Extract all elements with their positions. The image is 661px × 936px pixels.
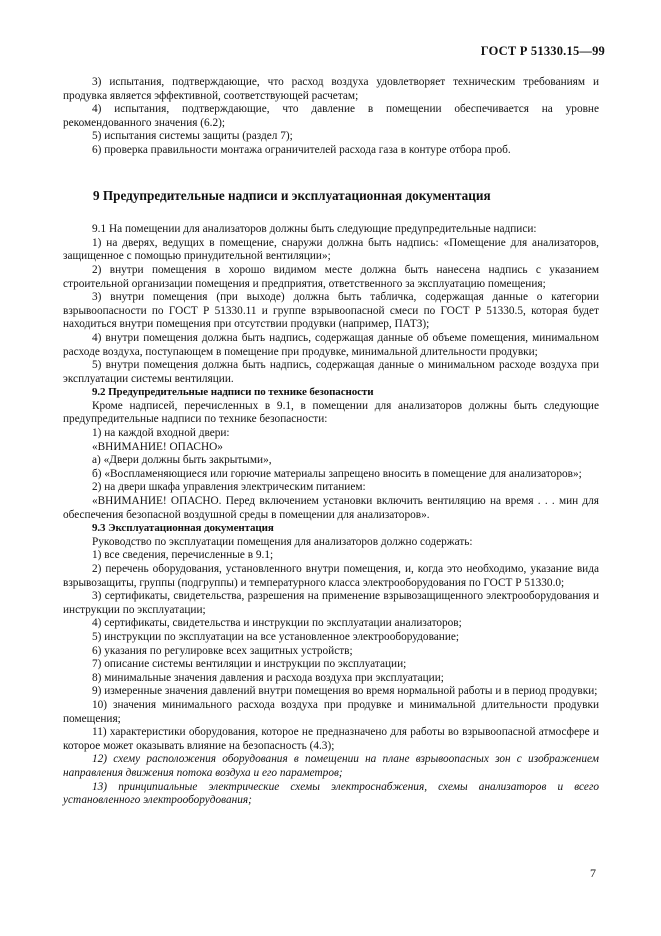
list-item: 5) внутри помещения должна быть надпись, содержащая данные о минимальном расходе воздуха при эксплуатации системы вентиляции. — [63, 359, 599, 385]
list-item: 8) минимальные значения давления и расхода воздуха при эксплуатации; — [92, 671, 444, 684]
list-item: 3) испытания, подтверждающие, что расход воздуха удовлетворяет техническим требованиям и продувка является эффективной, соответствующей расчетам; — [63, 76, 599, 102]
page-number: 7 — [590, 866, 596, 880]
paragraph: Кроме надписей, перечисленных в 9.1, в помещении для анализаторов должны быть следующие предупредительные надписи по технике безопасности: — [63, 399, 599, 426]
list-item: 7) описание системы вентиляции и инструкции по эксплуатации; — [92, 658, 407, 671]
list-item: 2) внутри помещения в хорошо видимом месте должна быть нанесена надпись с указанием строительной организации помещения и предприятия, ответственного за эксплуатацию помещения; — [63, 263, 599, 290]
list-item: 1) все сведения, перечисленные в 9.1; — [92, 549, 274, 562]
list-item: 2) перечень оборудования, установленного внутри помещения, и, когда это необходимо, указание вида взрывозащиты, группы (подгруппы) и температурного класса электрооборудования по ГОСТ Р 51330.0; — [63, 563, 599, 589]
clause-9-1-intro: 9.1 На помещении для анализаторов должны быть следующие предупредительные надписи: — [92, 223, 537, 236]
list-item: 3) внутри помещения (при выходе) должна быть табличка, содержащая данные о категории взрывоопасности по ГОСТ Р 51330.11 и группе взрывоопасной смеси по ГОСТ Р 51330.5, которая будет находиться внутри помещения при отсутствии продувки (например, ПАТЗ); — [63, 291, 599, 331]
list-item: 5) инструкции по эксплуатации на все установленное электрооборудование; — [92, 630, 460, 643]
list-item: а) «Двери должны быть закрытыми», — [92, 454, 272, 467]
list-item-italic: 12) схему расположения оборудования в помещении на плане взрывоопасных зон с изображением направления движения потока воздуха и его параметров; — [63, 753, 599, 779]
list-item: б) «Воспламеняющиеся или горючие материалы запрещено вносить в помещение для анализаторов»; — [92, 467, 582, 480]
standard-header: ГОСТ Р 51330.15—99 — [480, 44, 605, 58]
paragraph: Руководство по эксплуатации помещения для анализаторов должно содержать: — [92, 535, 473, 548]
list-item: 2) на двери шкафа управления электрическим питанием: — [92, 481, 366, 494]
clause-9-2-heading: 9.2 Предупредительные надписи по технике безопасности — [92, 386, 374, 399]
list-item: 6) проверка правильности монтажа ограничителей расхода газа в контуре отбора проб. — [92, 143, 511, 156]
list-item-italic: 13) принципиальные электрические схемы электроснабжения, схемы анализаторов и всего установленного электрооборудования; — [63, 780, 599, 807]
section-9-heading: 9 Предупредительные надписи и эксплуатационная документация — [93, 187, 491, 203]
list-item: 9) измеренные значения давлений внутри помещения во время нормальной работы и в период продувки; — [92, 685, 598, 698]
list-item: 1) на дверях, ведущих в помещение, снаружи должна быть надпись: «Помещение для анализаторов, защищенное с помощью принудительной вентиляции»; — [63, 236, 599, 263]
warning-text: «ВНИМАНИЕ! ОПАСНО. Перед включением установки включить вентиляцию на время . . . мин для обеспечения безопасной воздушной среды в помещении для анализаторов». — [63, 495, 599, 521]
clause-9-3-heading: 9.3 Эксплуатационная документация — [92, 522, 274, 535]
list-item: 4) внутри помещения должна быть надпись, содержащая данные об объеме помещения, минимальном расходе воздуха, поступающем в помещение при продувке, минимальной длительности продувки; — [63, 331, 599, 358]
list-item: 3) сертификаты, свидетельства, разрешения на применение взрывозащищенного электрооборудования и инструкции по эксплуатации; — [63, 590, 599, 616]
list-item: 1) на каждой входной двери: — [92, 427, 230, 440]
list-item: 10) значения минимального расхода воздуха при продувке и минимальной длительности продувки помещения; — [63, 698, 599, 725]
list-item: 4) сертификаты, свидетельства и инструкции по эксплуатации анализаторов; — [92, 617, 462, 630]
warning-text: «ВНИМАНИЕ! ОПАСНО» — [92, 440, 223, 453]
list-item: 6) указания по регулировке всех защитных устройств; — [92, 644, 353, 657]
list-item: 4) испытания, подтверждающие, что давление в помещении обеспечивается на уровне рекомендованного значения (6.2); — [63, 103, 599, 129]
list-item: 5) испытания системы защиты (раздел 7); — [92, 130, 293, 143]
page-content — [63, 76, 599, 808]
list-item: 11) характеристики оборудования, которое не предназначено для работы во взрывоопасной атмосфере и которое может оказывать влияние на безопасность (4.3); — [63, 726, 599, 752]
